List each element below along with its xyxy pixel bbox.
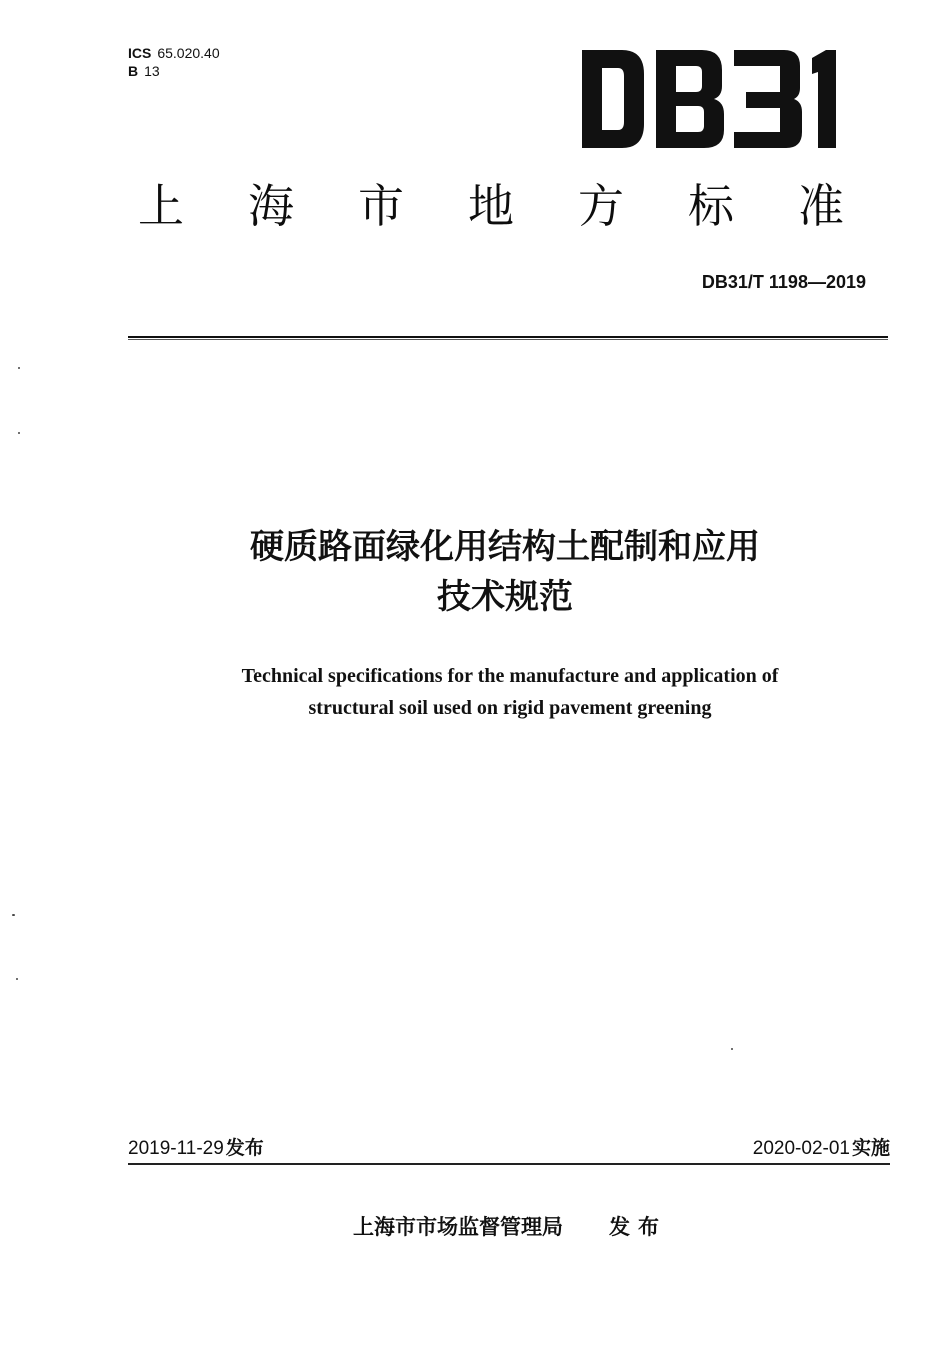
implementation-date	[753, 1136, 890, 1162]
classification-block	[128, 44, 220, 80]
title-english	[0, 660, 950, 724]
title-english-line-2: structural soil used on rigid pavement greening	[308, 697, 712, 719]
title-chinese-line-1: 硬质路面绿化用结构土配制和应用	[250, 527, 760, 567]
implementation-date-value: 2020-02-01	[752, 1138, 850, 1159]
scan-speck	[18, 367, 20, 369]
top-divider	[128, 336, 888, 338]
issue-date	[128, 1136, 264, 1162]
db31-logo	[574, 44, 844, 154]
ccs-key: B	[128, 63, 139, 79]
ics-key: ICS	[128, 45, 152, 61]
issue-date-value: 2019-11-29	[128, 1138, 224, 1159]
scan-speck	[731, 1048, 733, 1050]
ics-line	[128, 44, 220, 62]
issuer-name: 上海市市场监督管理局	[353, 1215, 563, 1239]
issuer	[0, 1212, 950, 1242]
title-chinese	[0, 522, 950, 622]
standard-type: 上海市地方标准	[138, 179, 908, 233]
implementation-date-suffix: 实施	[851, 1138, 890, 1159]
bottom-divider	[128, 1163, 890, 1165]
title-english-line-1: Technical specifications for the manufacture and application of	[241, 665, 779, 687]
ccs-value: 13	[144, 63, 160, 79]
ccs-line	[128, 62, 220, 80]
scan-speck	[12, 914, 15, 916]
issue-date-suffix: 发布	[225, 1138, 264, 1159]
top-divider-thin	[128, 339, 888, 340]
ics-value: 65.020.40	[157, 45, 220, 61]
scan-speck	[16, 978, 18, 980]
title-chinese-line-2: 技术规范	[437, 577, 573, 617]
standard-number: DB31/T 1198—2019	[701, 272, 866, 292]
issuer-action: 发布	[609, 1215, 667, 1239]
scan-speck	[18, 432, 20, 434]
